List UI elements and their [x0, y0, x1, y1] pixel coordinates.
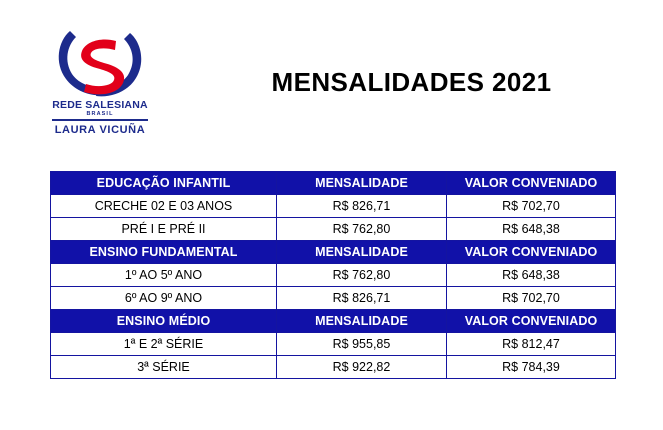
table-cell: R$ 826,71	[277, 195, 447, 218]
section-header-cell: ENSINO FUNDAMENTAL	[51, 241, 277, 264]
logo-brand-line1: REDE SALESIANA	[52, 99, 148, 111]
table-row	[51, 287, 616, 310]
table-row	[51, 218, 616, 241]
table-section-header	[51, 241, 616, 264]
table-section-header	[51, 172, 616, 195]
table-row	[51, 264, 616, 287]
document-header	[0, 22, 663, 142]
table-row	[51, 356, 616, 379]
table-section-header	[51, 310, 616, 333]
table-cell: R$ 762,80	[277, 218, 447, 241]
table-cell: R$ 826,71	[277, 287, 447, 310]
table-cell: 6º AO 9º ANO	[51, 287, 277, 310]
section-header-cell: MENSALIDADE	[277, 172, 447, 195]
table-row	[51, 333, 616, 356]
section-header-cell: VALOR CONVENIADO	[447, 310, 616, 333]
section-header-cell: ENSINO MÉDIO	[51, 310, 277, 333]
section-header-cell: MENSALIDADE	[277, 310, 447, 333]
page-title: MENSALIDADES 2021	[271, 66, 552, 97]
logo-brand-line2: BRASIL	[86, 111, 114, 117]
salesiana-s-logo-icon	[44, 27, 156, 99]
section-header-cell: VALOR CONVENIADO	[447, 241, 616, 264]
logo-brand-line3: LAURA VICUÑA	[54, 123, 146, 136]
section-header-cell: EDUCAÇÃO INFANTIL	[51, 172, 277, 195]
table-cell: CRECHE 02 E 03 ANOS	[51, 195, 277, 218]
logo-container	[0, 27, 200, 137]
table-cell: 1º AO 5º ANO	[51, 264, 277, 287]
fees-table	[50, 171, 616, 379]
table-row	[51, 195, 616, 218]
table-cell: 1ª E 2ª SÉRIE	[51, 333, 277, 356]
table-cell: R$ 812,47	[447, 333, 616, 356]
table-cell: R$ 955,85	[277, 333, 447, 356]
table-cell: R$ 702,70	[447, 195, 616, 218]
table-cell: R$ 702,70	[447, 287, 616, 310]
table-cell: R$ 648,38	[447, 264, 616, 287]
table-cell: PRÉ I E PRÉ II	[51, 218, 277, 241]
fees-table-container	[50, 171, 615, 379]
table-cell: R$ 648,38	[447, 218, 616, 241]
table-cell: R$ 922,82	[277, 356, 447, 379]
table-cell: R$ 762,80	[277, 264, 447, 287]
logo-wordmark	[44, 100, 156, 138]
table-cell: 3ª SÉRIE	[51, 356, 277, 379]
logo-divider	[52, 119, 148, 121]
section-header-cell: VALOR CONVENIADO	[447, 172, 616, 195]
school-logo	[44, 27, 156, 137]
table-cell: R$ 784,39	[447, 356, 616, 379]
section-header-cell: MENSALIDADE	[277, 241, 447, 264]
